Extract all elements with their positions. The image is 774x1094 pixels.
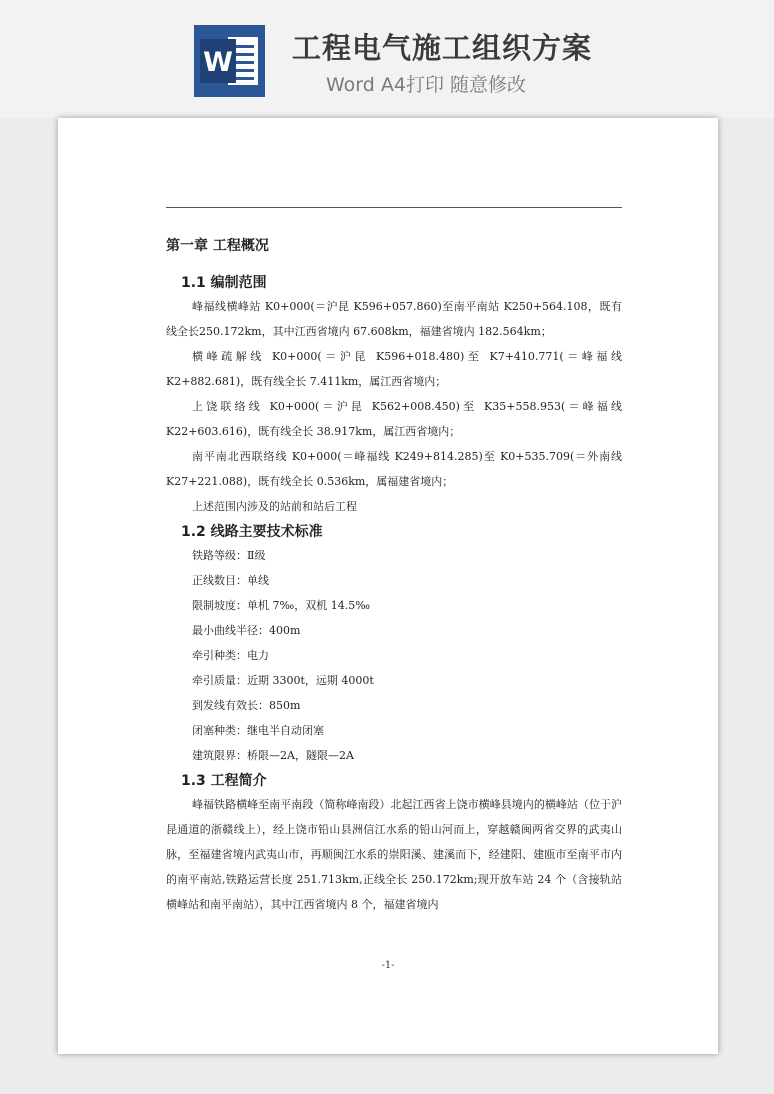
paragraph: 上述范围内涉及的站前和站后工程 bbox=[192, 500, 357, 513]
paragraph: 上饶联络线 K0+000(＝沪昆 K562+008.450)至 K35+558.953(＝峰福线 K22+603.616)，既有线全长 38.917km，属江西省境内； bbox=[166, 400, 622, 438]
section-heading-1-3: 1.3 工程简介 bbox=[181, 773, 267, 789]
paragraph: 峰福铁路横峰至南平南段（简称峰南段）北起江西省上饶市横峰县境内的横峰站（位于沪昆通道的浙赣线上），经上饶市铅山县洲信江水系的铅山河而上，穿越赣闽两省交界的武夷山脉，至福建省境内武夷山市，再顺闽江水系的崇阳溪、建溪而下，经建阳、建瓯市至南平市内的南平南站,铁路运营长度 251.713km,正线全长 250.172km;现开放车站 24 个（含接轨站横峰站和南平南站），其中江西省境内 8 个，福建省境内 bbox=[166, 798, 622, 911]
paragraph: 横峰疏解线 K0+000(＝沪昆 K596+018.480)至 K7+410.771(＝峰福线 K2+882.681)，既有线全长 7.411km，属江西省境内； bbox=[166, 350, 622, 388]
section-heading-1-1: 1.1 编制范围 bbox=[181, 275, 267, 291]
spec-item: 闭塞种类：继电半自动闭塞 bbox=[192, 724, 324, 737]
paragraph: 南平南北西联络线 K0+000(＝峰福线 K249+814.285)至 K0+535.709(＝外南线K27+221.088)，既有线全长 0.536km，属福建省境内； bbox=[166, 450, 622, 488]
spec-item: 建筑限界：桥限—2A，隧限—2A bbox=[192, 749, 354, 762]
document-body bbox=[166, 236, 622, 917]
spec-item: 限制坡度：单机 7‰，双机 14.5‰ bbox=[192, 599, 371, 612]
banner-title: 工程电气施工组织方案 bbox=[292, 31, 593, 65]
banner-subtitle: Word A4打印 随意修改 bbox=[326, 74, 527, 96]
header-rule bbox=[166, 207, 622, 208]
section-heading-1-2: 1.2 线路主要技术标准 bbox=[181, 524, 323, 540]
spec-item: 铁路等级：Ⅱ级 bbox=[192, 549, 266, 562]
spec-item: 最小曲线半径：400m bbox=[192, 624, 301, 637]
spec-item: 牵引种类：电力 bbox=[192, 649, 269, 662]
spec-item: 到发线有效长：850m bbox=[192, 699, 301, 712]
word-icon-letter: W bbox=[203, 47, 233, 78]
chapter-title: 第一章 工程概况 bbox=[166, 238, 269, 254]
document-page bbox=[58, 118, 718, 1054]
word-icon bbox=[194, 25, 265, 97]
spec-item: 牵引质量：近期 3300t，远期 4000t bbox=[192, 674, 374, 687]
banner bbox=[0, 0, 774, 118]
paragraph: 峰福线横峰站 K0+000(＝沪昆 K596+057.860)至南平南站 K250+564.108，既有线全长250.172km，其中江西省境内 67.608km，福建省境内 182.564km； bbox=[166, 300, 622, 338]
page-number: -1- bbox=[381, 960, 395, 971]
spec-item: 正线数目：单线 bbox=[192, 574, 269, 587]
